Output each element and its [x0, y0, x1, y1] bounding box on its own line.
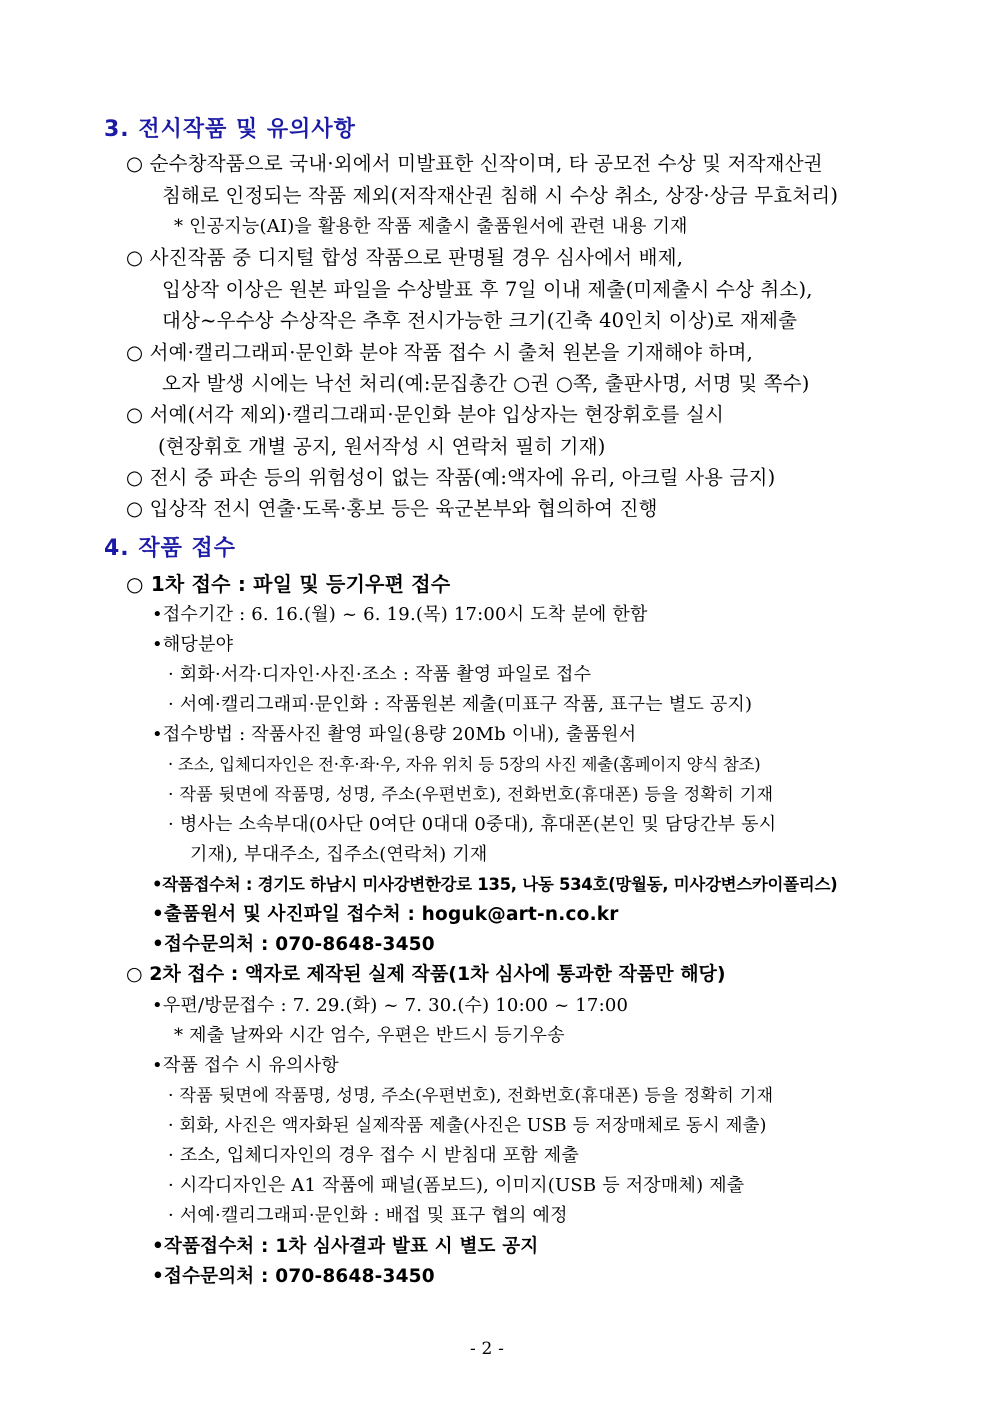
s3-line-3: * 인공지능(AI)을 활용한 작품 제출시 출품원서에 관련 내용 기재 [174, 216, 688, 237]
r1-line-9: 기재), 부대주소, 집주소(연락처) 기재 [190, 844, 488, 865]
s3-line-11: ○ 전시 중 파손 등의 위험성이 없는 작품(예:액자에 유리, 아크릴 사용 금지) [126, 466, 776, 489]
s3-line-7: ○ 서예·캘리그래피·문인화 분야 작품 접수 시 출처 원본을 기재해야 하며, [126, 341, 754, 364]
r1-line-11: •출품원서 및 사진파일 접수처 : hoguk@art-n.co.kr [152, 904, 619, 925]
s3-line-8: 오자 발생 시에는 낙선 처리(예:문집총간 ○권 ○쪽, 출판사명, 서명 및 쪽수) [162, 372, 810, 395]
r1-line-4: · 서예·캘리그래피·문인화 : 작품원본 제출(미표구 작품, 표구는 별도 공지) [168, 694, 753, 715]
r2-line-5: · 회화, 사진은 액자화된 실제작품 제출(사진은 USB 등 저장매체로 동시 제출) [168, 1116, 767, 1136]
r1-line-8: · 병사는 소속부대(0사단 0여단 0대대 0중대), 휴대폰(본인 및 담당간부 동시 [168, 814, 777, 835]
s3-line-10: (현장휘호 개별 공지, 원서작성 시 연락처 필히 기재) [158, 435, 606, 458]
s3-line-6: 대상~우수상 수상작은 추후 전시가능한 크기(긴축 40인치 이상)로 재제출 [162, 309, 798, 332]
section-4-heading: 4. 작품 접수 [104, 536, 236, 561]
page-number: - 2 - [470, 1339, 505, 1359]
s3-line-5: 입상작 이상은 원본 파일을 수상발표 후 7일 이내 제출(미제출시 수상 취소), [162, 278, 813, 301]
r1-line-3: · 회화·서각·디자인·사진·조소 : 작품 촬영 파일로 접수 [168, 664, 592, 685]
r1-line-5: •접수방법 : 작품사진 촬영 파일(용량 20Mb 이내), 출품원서 [152, 724, 637, 745]
r1-line-6: · 조소, 입체디자인은 전·후·좌·우, 자유 위치 등 5장의 사진 제출(홈페이지 양식 참조) [168, 755, 761, 774]
s3-line-4: ○ 사진작품 중 디지털 합성 작품으로 판명될 경우 심사에서 배제, [126, 246, 684, 269]
r1-line-7: · 작품 뒷면에 작품명, 성명, 주소(우편번호), 전화번호(휴대폰) 등을 정확히 기재 [168, 785, 774, 805]
s3-line-1: ○ 순수창작품으로 국내·외에서 미발표한 신작이며, 타 공모전 수상 및 저작재산권 [126, 152, 823, 175]
s3-line-2: 침해로 인정되는 작품 제외(저작재산권 침해 시 수상 취소, 상장·상금 무효처리) [162, 184, 839, 207]
round2-title: ○ 2차 접수 : 액자로 제작된 실제 작품(1차 심사에 통과한 작품만 해당) [126, 963, 726, 985]
r1-line-2: •해당분야 [152, 634, 234, 655]
section-3-heading: 3. 전시작품 및 유의사항 [104, 117, 356, 142]
r1-line-12: •접수문의처 : 070-8648-3450 [152, 934, 435, 955]
round1-title: ○ 1차 접수 : 파일 및 등기우편 접수 [126, 572, 451, 596]
s3-line-9: ○ 서예(서각 제외)·캘리그래피·문인화 분야 입상자는 현장휘호를 실시 [126, 403, 725, 426]
r2-line-3: •작품 접수 시 유의사항 [152, 1055, 339, 1076]
r2-line-2: * 제출 날짜와 시간 엄수, 우편은 반드시 등기우송 [174, 1025, 565, 1046]
s3-line-12: ○ 입상작 전시 연출·도록·홍보 등은 육군본부와 협의하여 진행 [126, 497, 658, 520]
r2-line-4: · 작품 뒷면에 작품명, 성명, 주소(우편번호), 전화번호(휴대폰) 등을 정확히 기재 [168, 1086, 774, 1106]
r1-line-1: •접수기간 : 6. 16.(월) ~ 6. 19.(목) 17:00시 도착 분에 한함 [152, 604, 648, 625]
r1-line-10: •작품접수처 : 경기도 하남시 미사강변한강로 135, 나동 534호(망월동, 미사강변스카이폴리스) [152, 875, 838, 894]
r2-line-10: •접수문의처 : 070-8648-3450 [152, 1266, 435, 1287]
r2-line-8: · 서예·캘리그래피·문인화 : 배접 및 표구 협의 예정 [168, 1205, 568, 1226]
r2-line-1: •우편/방문접수 : 7. 29.(화) ~ 7. 30.(수) 10:00 ~ 17:00 [152, 995, 629, 1016]
r2-line-6: · 조소, 입체디자인의 경우 접수 시 받침대 포함 제출 [168, 1145, 579, 1166]
r2-line-9: •작품접수처 : 1차 심사결과 발표 시 별도 공지 [152, 1236, 539, 1257]
r2-line-7: · 시각디자인은 A1 작품에 패널(폼보드), 이미지(USB 등 저장매체) 제출 [168, 1175, 745, 1196]
